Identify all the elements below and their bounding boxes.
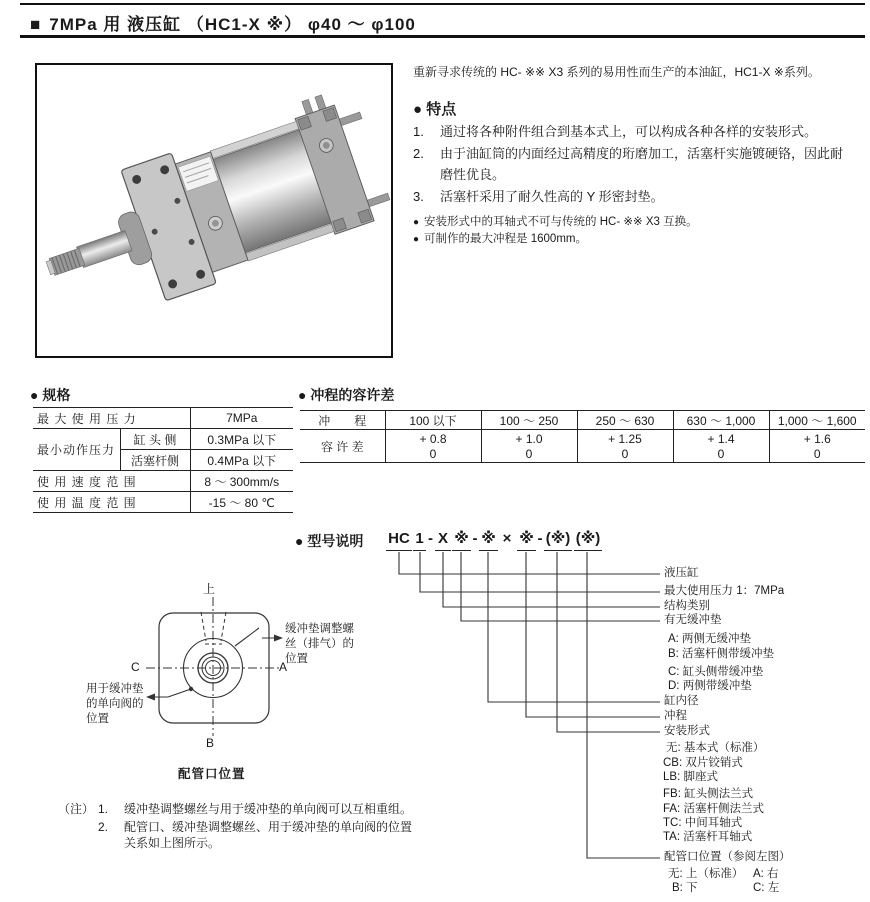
model-option: CB: 双片铰销式 [663, 757, 743, 769]
tolerance-upper: + 1.6 [803, 431, 831, 446]
spec-value: 7MPa [190, 408, 293, 429]
feature-number: 3. [413, 189, 424, 204]
spec-label: 使 用 速 度 范 围 [33, 471, 190, 492]
notes-block [58, 801, 416, 851]
stroke-label: 冲 程 [300, 411, 385, 430]
note-text: 配管口、缓冲垫调整螺丝、用于缓冲垫的单向阀的位置关系如上图所示。 [124, 820, 413, 850]
stroke-range: 630 ～ 1,000 [673, 411, 769, 430]
notes-label: （注） [58, 802, 95, 816]
model-code-segment: (※) [544, 529, 572, 551]
spec-value: 0.4MPa 以下 [190, 450, 293, 471]
feature-text: 由于油缸筒的内面经过高精度的珩磨加工，活塞杆实施镀硬铬，因此耐磨性优良。 [440, 146, 844, 182]
model-code-separator: - [428, 530, 433, 547]
page-title [30, 10, 416, 35]
spec-value: 8 ～ 300mm/s [190, 471, 293, 492]
model-heading: ● 型号说明 [295, 533, 364, 549]
model-label: 安装形式 [664, 725, 710, 737]
model-option: TA: 活塞杆耳轴式 [663, 831, 753, 843]
model-option: C: 缸头侧带缓冲垫 [668, 666, 764, 678]
bullet-text: 安装形式中的耳轴式不可与传统的 HC- ※※ X3 互换。 [424, 216, 698, 228]
model-option: 无: 基本式（标准） [666, 742, 765, 754]
feature-number: 1. [413, 124, 424, 139]
model-label: 缸内径 [664, 695, 699, 707]
table-row [33, 429, 293, 450]
stroke-tolerance-heading: ● 冲程的容许差 [298, 387, 395, 403]
cushion-screw-hidden-outline [201, 612, 226, 644]
features-heading: ● 特点 [413, 101, 457, 118]
model-tree-connectors [399, 552, 660, 858]
model-code-segment: HC [386, 529, 412, 551]
model-option: B: 下 [672, 882, 698, 894]
tolerance-upper: + 1.0 [515, 431, 543, 446]
model-label: 最大使用压力 1：7MPa [664, 585, 785, 597]
table-row [33, 408, 293, 429]
port-top-label: 上 [203, 582, 216, 596]
table-row [33, 471, 293, 492]
cushion-screw-note: 缓冲垫调整螺丝（排气）的位置 [285, 623, 354, 665]
port-right-label: A [279, 660, 288, 674]
model-code-separator: - [537, 530, 543, 547]
spec-label: 使 用 温 度 范 围 [33, 492, 190, 513]
check-valve-note: 用于缓冲垫的单向阀的位置 [86, 683, 144, 725]
model-label: 冲程 [664, 710, 687, 722]
intro-paragraph: 重新寻求传统的 HC- ※※ X3 系列的易用性而生产的本油缸，HC1-X ※系列。 [413, 65, 820, 79]
spec-value: 0.3MPa 以下 [190, 429, 293, 450]
tolerance-value [673, 430, 769, 463]
model-option: A: 两侧无缓冲垫 [668, 633, 752, 645]
model-option: D: 两侧带缓冲垫 [668, 680, 752, 692]
tolerance-value [385, 430, 481, 463]
port-position-diagram [146, 597, 283, 736]
tolerance-upper: + 1.25 [608, 431, 642, 446]
header-bottom-rule [20, 35, 865, 38]
model-option: B: 活塞杆侧带缓冲垫 [668, 648, 775, 660]
model-code-separator: × [502, 530, 512, 547]
tolerance-lower: 0 [717, 446, 725, 461]
note-text: 缓冲垫调整螺丝与用于缓冲垫的单向阀可以互相重组。 [124, 802, 413, 816]
model-code-segment: 1 [413, 529, 426, 551]
tolerance-lower: 0 [525, 446, 533, 461]
feature-text: 活塞杆采用了耐久性高的 Y 形密封垫。 [440, 189, 664, 204]
table-row [300, 430, 865, 463]
tolerance-label: 容 许 差 [300, 430, 385, 463]
leader-dot [189, 687, 193, 691]
spec-label: 最小动作压力 [33, 429, 120, 471]
port-left-label: C [131, 660, 140, 674]
feature-item [413, 121, 854, 142]
notes-label-spacer [58, 819, 98, 851]
note-number: 1. [98, 802, 109, 816]
bullet-text: 可制作的最大冲程是 1600mm。 [424, 233, 587, 245]
model-label: 液压缸 [664, 567, 699, 579]
model-option: C: 左 [753, 882, 780, 894]
bullet-icon: ● [413, 234, 420, 245]
model-label: 配管口位置（参阅左图） [664, 851, 791, 863]
stroke-range: 100 ～ 250 [481, 411, 577, 430]
port-diagram-caption: 配管口位置 [178, 767, 246, 781]
arrowhead-right [274, 635, 283, 642]
tolerance-value [577, 430, 673, 463]
bullet-icon: ● [413, 217, 420, 228]
model-option: FA: 活塞杆侧法兰式 [663, 803, 764, 815]
tolerance-value [769, 430, 865, 463]
model-code-segment: ※ [517, 529, 536, 551]
spec-value: -15 ～ 80 ℃ [190, 492, 293, 513]
tolerance-upper: + 1.4 [707, 431, 735, 446]
feature-item [413, 186, 854, 207]
product-photo [35, 63, 393, 358]
leader-lines [150, 628, 279, 697]
model-code-segment: X [435, 529, 451, 551]
centerlines [146, 597, 281, 736]
model-code-segment: (※) [574, 529, 602, 551]
model-option: 无: 上（标准） [668, 868, 744, 880]
spec-label: 最 大 使 用 压 力 [33, 408, 190, 429]
tolerance-lower: 0 [813, 446, 821, 461]
stroke-range: 250 ～ 630 [577, 411, 673, 430]
table-row [300, 411, 865, 430]
specs-heading: ● 规格 [30, 387, 71, 403]
spec-sublabel: 活塞杆侧 [120, 450, 190, 471]
model-label: 有无缓冲垫 [664, 614, 722, 626]
tolerance-upper: + 0.8 [419, 431, 447, 446]
feature-item [413, 143, 854, 185]
stroke-tolerance-table [300, 410, 865, 463]
hydraulic-cylinder-illustration [37, 65, 391, 356]
tolerance-value [481, 430, 577, 463]
tolerance-lower: 0 [621, 446, 629, 461]
model-option: FB: 缸头侧法兰式 [663, 788, 754, 800]
model-code-segment: ※ [479, 529, 498, 551]
note-bullet [413, 232, 587, 247]
spec-sublabel: 缸 头 侧 [120, 429, 190, 450]
title-square-marker: ■ [30, 15, 42, 34]
feature-text: 通过将各种附件组合到基本式上，可以构成各种各样的安装形式。 [440, 124, 818, 139]
feature-number: 2. [413, 146, 424, 161]
header-top-rule [20, 3, 865, 5]
model-label: 结构类别 [664, 600, 710, 612]
model-option: LB: 脚座式 [663, 771, 718, 783]
specs-table [33, 407, 293, 513]
stroke-range: 1,000 ～ 1,600 [769, 411, 865, 430]
model-code-segment: ※ [452, 529, 471, 551]
model-code-separator: - [472, 530, 478, 547]
tolerance-lower: 0 [429, 446, 437, 461]
model-option: TC: 中间耳轴式 [663, 817, 743, 829]
model-option: A: 右 [753, 868, 779, 880]
stroke-range: 100 以下 [385, 411, 481, 430]
note-number: 2. [98, 820, 109, 834]
note-bullet [413, 215, 698, 230]
port-bottom-label: B [206, 736, 215, 750]
table-row [33, 492, 293, 513]
page-title-text: 7MPa 用 液压缸 （HC1-X ※） φ40 ～ φ100 [49, 15, 416, 34]
